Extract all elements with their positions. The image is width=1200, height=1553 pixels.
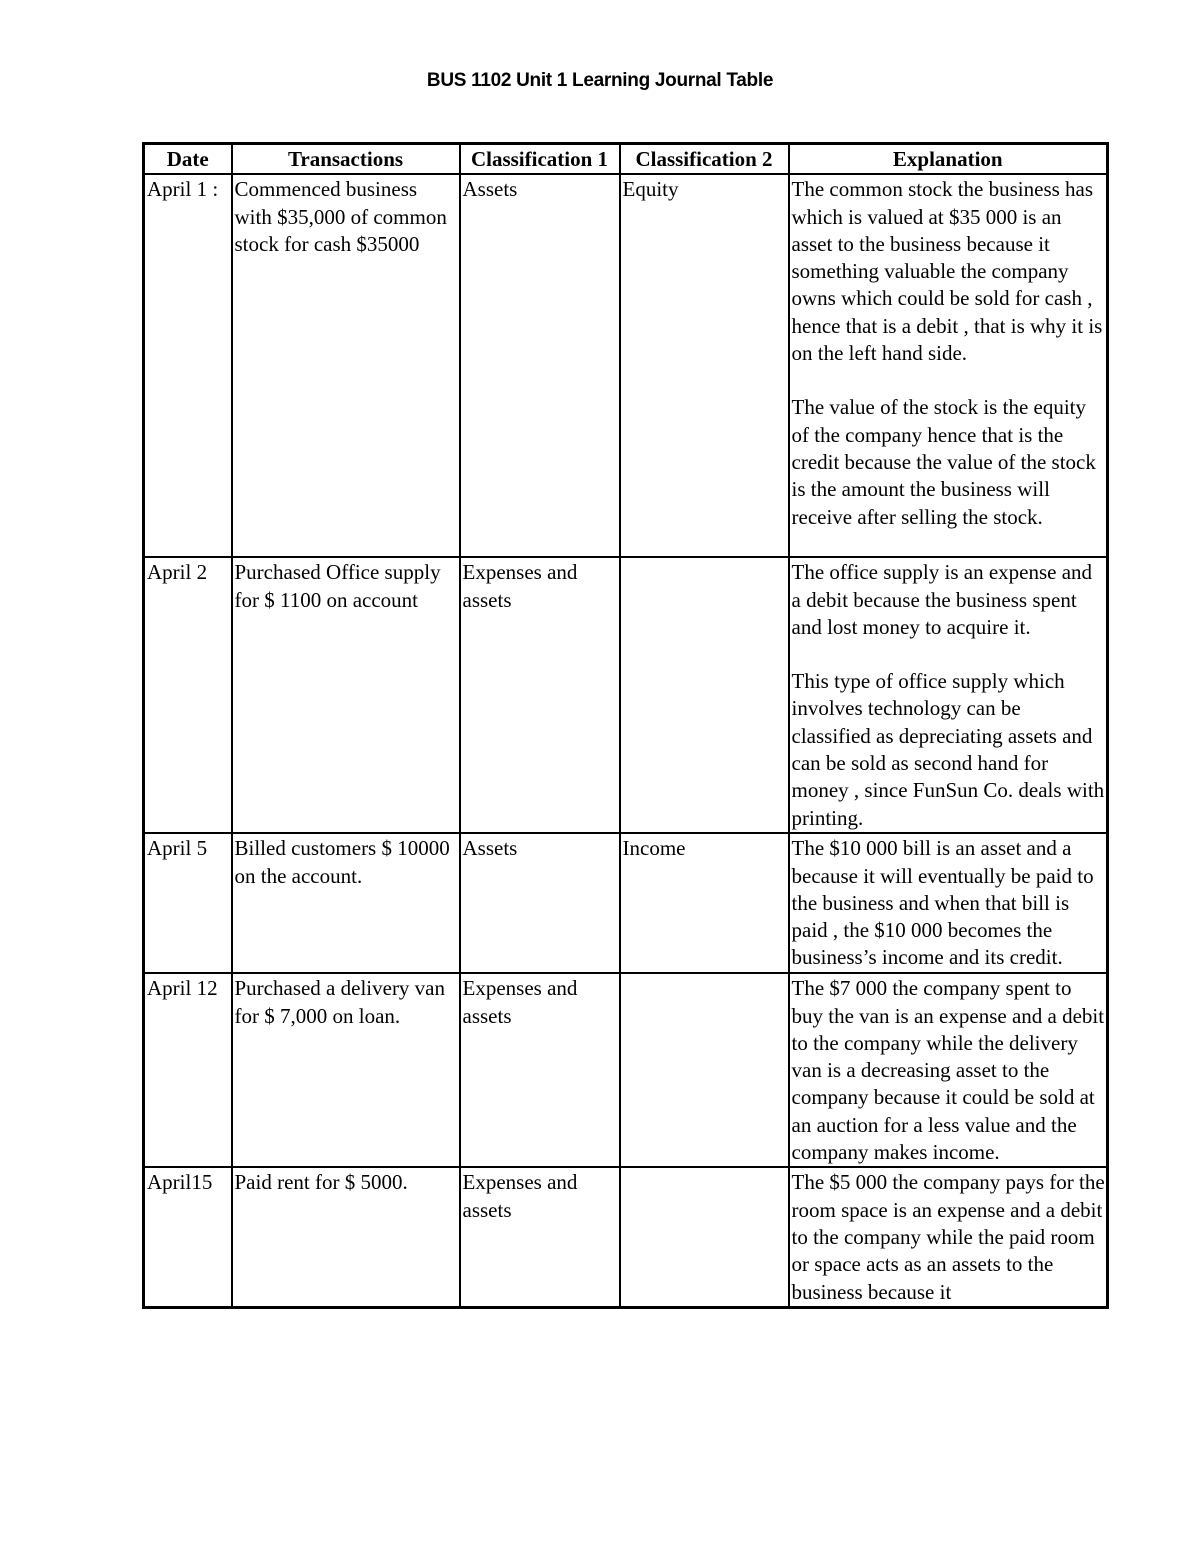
explanation-paragraph: The $5 000 the company pays for the room space is an expense and a debit to the company while the paid room or space acts as an assets to the business because it [791, 1170, 1105, 1304]
header-classification-2: Classification 2 [620, 144, 789, 175]
table-row [144, 557, 1108, 833]
date-cell: April 5 [144, 833, 232, 973]
document-title: BUS 1102 Unit 1 Learning Journal Table [426, 70, 774, 91]
explanation-cell [789, 174, 1108, 557]
date-cell: April15 [144, 1167, 232, 1307]
transaction-cell: Paid rent for $ 5000. [232, 1167, 460, 1307]
explanation-paragraph: The value of the stock is the equity of the company hence that is the credit because the value of the stock is the amount the business will receive after selling the stock. [791, 395, 1096, 529]
explanation-paragraph: The $10 000 bill is an asset and a because it will eventually be paid to the business and when that bill is paid , the $10 000 becomes the business’s income and its credit. [791, 836, 1094, 970]
transaction-cell: Purchased a delivery van for $ 7,000 on loan. [232, 973, 460, 1167]
header-classification-1: Classification 1 [460, 144, 620, 175]
table-row [144, 973, 1108, 1167]
classification-2-cell: Equity [620, 174, 789, 557]
explanation-paragraph: This type of office supply which involves technology can be classified as depreciating assets and can be sold as second hand for money , since FunSun Co. deals with printing. [791, 669, 1105, 830]
explanation-cell [789, 833, 1108, 973]
classification-2-cell [620, 1167, 789, 1307]
explanation-cell [789, 1167, 1108, 1307]
classification-1-cell: Expenses and assets [460, 557, 620, 833]
explanation-paragraph: The common stock the business has which is valued at $35 000 is an asset to the business because it something valuable the company owns which could be sold for cash , hence that is a debit , that is why it is on the left hand side. [791, 177, 1103, 366]
classification-1-cell: Assets [460, 833, 620, 973]
classification-1-cell: Assets [460, 174, 620, 557]
header-date: Date [144, 144, 232, 175]
date-cell: April 1 : [144, 174, 232, 557]
header-transactions: Transactions [232, 144, 460, 175]
date-cell: April 2 [144, 557, 232, 833]
table-row [144, 1167, 1108, 1307]
date-cell: April 12 [144, 973, 232, 1167]
classification-1-cell: Expenses and assets [460, 973, 620, 1167]
transaction-cell: Commenced business with $35,000 of common stock for cash $35000 [232, 174, 460, 557]
classification-2-cell: Income [620, 833, 789, 973]
explanation-paragraph: The $7 000 the company spent to buy the van is an expense and a debit to the company while the delivery van is a decreasing asset to the company because it could be sold at an auction for a less value and the company makes income. [791, 976, 1105, 1165]
table-header-row [144, 144, 1108, 175]
explanation-cell [789, 557, 1108, 833]
explanation-paragraph: The office supply is an expense and a debit because the business spent and lost money to acquire it. [791, 560, 1093, 639]
table-row [144, 174, 1108, 557]
header-explanation: Explanation [789, 144, 1108, 175]
learning-journal-table [142, 142, 1109, 1309]
transaction-cell: Purchased Office supply for $ 1100 on account [232, 557, 460, 833]
classification-2-cell [620, 973, 789, 1167]
classification-2-cell [620, 557, 789, 833]
transaction-cell: Billed customers $ 10000 on the account. [232, 833, 460, 973]
explanation-cell [789, 973, 1108, 1167]
table-row [144, 833, 1108, 973]
classification-1-cell: Expenses and assets [460, 1167, 620, 1307]
